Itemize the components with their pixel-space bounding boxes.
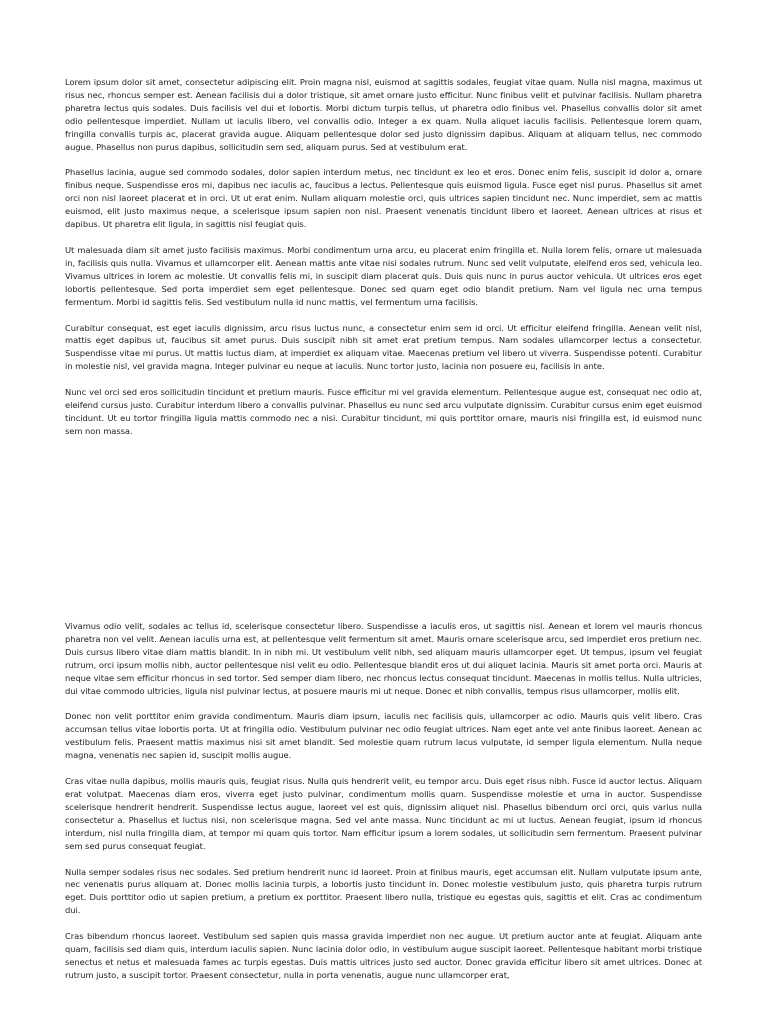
document-top-section bbox=[65, 76, 702, 451]
paragraph: Ut malesuada diam sit amet justo facilisis maximus. Morbi condimentum urna arcu, eu placerat enim fringilla et. Nulla lorem felis, ornare ut malesuada in, facilisis quis nulla. Vivamus et ullamcorper elit. Aenean mattis ante vitae nisi sodales rutrum. Nunc sed velit vulputate, eleifend eros sed, vehicula leo. Vivamus ultrices in lorem ac molestie. Ut convallis felis mi, in suscipit diam placerat quis. Duis quis nunc in purus auctor vehicula. Ut ultrices eros eget lobortis pellentesque. Sed porta imperdiet sem eget pellentesque. Donec sed quam eget odio blandit pretium. Nam vel ligula nec urna tempus fermentum. Morbi id sagittis felis. Sed vestibulum nulla id nunc mattis, vel fermentum urna facilisis. bbox=[65, 244, 702, 307]
paragraph: Vivamus odio velit, sodales ac tellus id, scelerisque consectetur libero. Suspendisse a iaculis eros, ut sagittis nisl. Aenean et lorem vel mauris rhoncus pharetra non vel velit. Aenean iaculis urna est, at pellentesque velit fermentum sit amet. Mauris ornare scelerisque arcu, sed imperdiet eros pretium nec. Duis cursus libero vitae diam mattis blandit. In in nibh mi. Ut vestibulum velit nibh, sed aliquam mauris ullamcorper eget. Ut tempus, ipsum vel feugiat rutrum, orci ipsum mollis nibh, auctor pellentesque nisl velit eu odio. Pellentesque blandit eros ut dui aliquet lacinia. Mauris sit amet porta orci. Mauris at neque vitae sem efficitur rhoncus in sed tortor. Sed semper diam libero, nec rhoncus lectus consequat tincidunt. Maecenas in mollis tellus. Nulla ultricies, dui vitae commodo ultricies, ligula nisl pulvinar lectus, at posuere mauris mi ut neque. Donec et nibh convallis, tempus risus ullamcorper, mollis elit. bbox=[65, 621, 702, 696]
document-bottom-section bbox=[65, 620, 702, 995]
paragraph: Donec non velit porttitor enim gravida condimentum. Mauris diam ipsum, iaculis nec facilisis quis, ullamcorper ac odio. Mauris quis velit libero. Cras accumsan tellus vitae lobortis porta. Ut at fringilla odio. Vestibulum pulvinar nec odio feugiat ultrices. Nam eget ante vel ante finibus laoreet. Aenean ac vestibulum felis. Praesent mattis maximus nisi sit amet blandit. Sed molestie quam rutrum lacus vulputate, id semper ligula elementum. Nulla neque magna, venenatis nec sapien id, suscipit mollis augue. bbox=[65, 711, 702, 761]
paragraph: Lorem ipsum dolor sit amet, consectetur adipiscing elit. Proin magna nisl, euismod at sagittis sodales, feugiat vitae quam. Nulla nisl magna, maximus ut risus nec, rhoncus semper est. Aenean facilisis dui a dolor tristique, sit amet ornare justo efficitur. Nunc finibus velit et pulvinar facilisis. Nullam pharetra pharetra lectus quis sodales. Duis facilisis vel dui et lobortis. Morbi dictum turpis tellus, ut pharetra odio finibus vel. Phasellus convallis dolor sit amet odio pellentesque imperdiet. Nullam ut iaculis libero, vel convallis odio. Integer a ex quam. Nulla aliquet iaculis facilisis. Pellentesque lorem quam, fringilla convallis turpis ac, placerat gravida augue. Aliquam pellentesque dolor sed justo dignissim dapibus. Aliquam at aliquam tellus, nec commodo augue. Phasellus non purus dapibus, sollicitudin sem sed, aliquam purus. Sed at vestibulum erat. bbox=[65, 77, 702, 152]
paragraph: Nunc vel orci sed eros sollicitudin tincidunt et pretium mauris. Fusce efficitur mi vel gravida elementum. Pellentesque augue est, consequat nec odio at, eleifend cursus justo. Curabitur interdum libero a convallis pulvinar. Phasellus eu nunc sed arcu vulputate dignissim. Curabitur cursus enim eget euismod tincidunt. Ut eu tortor fringilla ligula mattis commodo nec a nisi. Curabitur tincidunt, mi quis porttitor ornare, mauris nisi fringilla est, id euismod nunc sem non massa. bbox=[65, 387, 702, 436]
paragraph: Curabitur consequat, est eget iaculis dignissim, arcu risus luctus nunc, a consectetur enim sem id orci. Ut efficitur eleifend fringilla. Aenean velit nisl, mattis eget dapibus ut, faucibus sit amet purus. Duis suscipit nibh sit amet erat pretium tempus. Nam sodales ullamcorper lectus a consectetur. Suspendisse vitae mi purus. Ut mattis luctus diam, at imperdiet ex aliquam vitae. Maecenas pretium vel libero ut viverra. Suspendisse potenti. Curabitur in molestie nisl, vel gravida magna. Integer pulvinar eu neque at iaculis. Nunc tortor justo, lacinia non posuere eu, facilisis in ante. bbox=[65, 322, 702, 372]
paragraph: Nulla semper sodales risus nec sodales. Sed pretium hendrerit nunc id laoreet. Proin at finibus mauris, eget accumsan elit. Nullam vulputate ipsum ante, nec venenatis purus aliquam at. Donec mollis lacinia turpis, a lobortis justo tincidunt in. Donec molestie vestibulum justo, quis pharetra turpis rutrum eget. Duis porttitor odio ut sapien pretium, a pretium ex porttitor. Praesent libero nulla, tristique eu egestas quis, sagittis et elit. Cras ac condimentum dui. bbox=[65, 866, 702, 916]
paragraph: Cras vitae nulla dapibus, mollis mauris quis, feugiat risus. Nulla quis hendrerit velit, eu tempor arcu. Duis eget risus nibh. Fusce id auctor lectus. Aliquam erat volutpat. Maecenas diam eros, viverra eget justo pulvinar, condimentum mollis quam. Suspendisse molestie et urna in auctor. Suspendisse scelerisque hendrerit hendrerit. Suspendisse lectus augue, laoreet vel est quis, dignissim aliquet nisl. Phasellus bibendum orci orci, quis varius nulla consectetur a. Phasellus et luctus nisi, non scelerisque magna. Sed vel ante massa. Nunc tincidunt ac mi ut luctus. Aenean feugiat, ipsum id rhoncus interdum, nisl nulla fringilla diam, at tempor mi quam quis tortor. Nam efficitur ipsum a lorem sodales, ut sollicitudin sem fermentum. Praesent pulvinar sem sed purus consequat feugiat. bbox=[65, 776, 702, 851]
paragraph: Phasellus lacinia, augue sed commodo sodales, dolor sapien interdum metus, nec tincidunt ex leo et eros. Donec enim felis, suscipit id dolor a, ornare finibus neque. Suspendisse eros mi, dapibus nec iaculis ac, faucibus a lectus. Pellentesque quis euismod ligula. Fusce eget nisl purus. Phasellus sit amet orci non nisl laoreet placerat et in orci. Ut ut erat enim. Nullam aliquam molestie orci, quis ultrices sapien tincidunt nec. Nunc imperdiet, sem ac mattis euismod, elit justo maximus neque, a scelerisque ipsum sapien non nisl. Praesent venenatis tincidunt libero et laoreet. Aenean ultrices at risus et dapibus. Ut pharetra elit ligula, in sagittis nisl feugiat quis. bbox=[65, 167, 702, 230]
paragraph: Cras bibendum rhoncus laoreet. Vestibulum sed sapien quis massa gravida imperdiet non nec augue. Ut pretium auctor ante at feugiat. Aliquam ante quam, facilisis sed diam quis, interdum iaculis sapien. Nunc lacinia dolor odio, in vestibulum augue suscipit laoreet. Pellentesque habitant morbi tristique senectus et netus et malesuada fames ac turpis egestas. Duis mattis ultrices justo sed auctor. Donec gravida efficitur libero sit amet ultrices. Donec at rutrum justo, a suscipit tortor. Praesent consectetur, nulla in porta venenatis, augue nunc ullamcorper erat, bbox=[65, 931, 702, 980]
